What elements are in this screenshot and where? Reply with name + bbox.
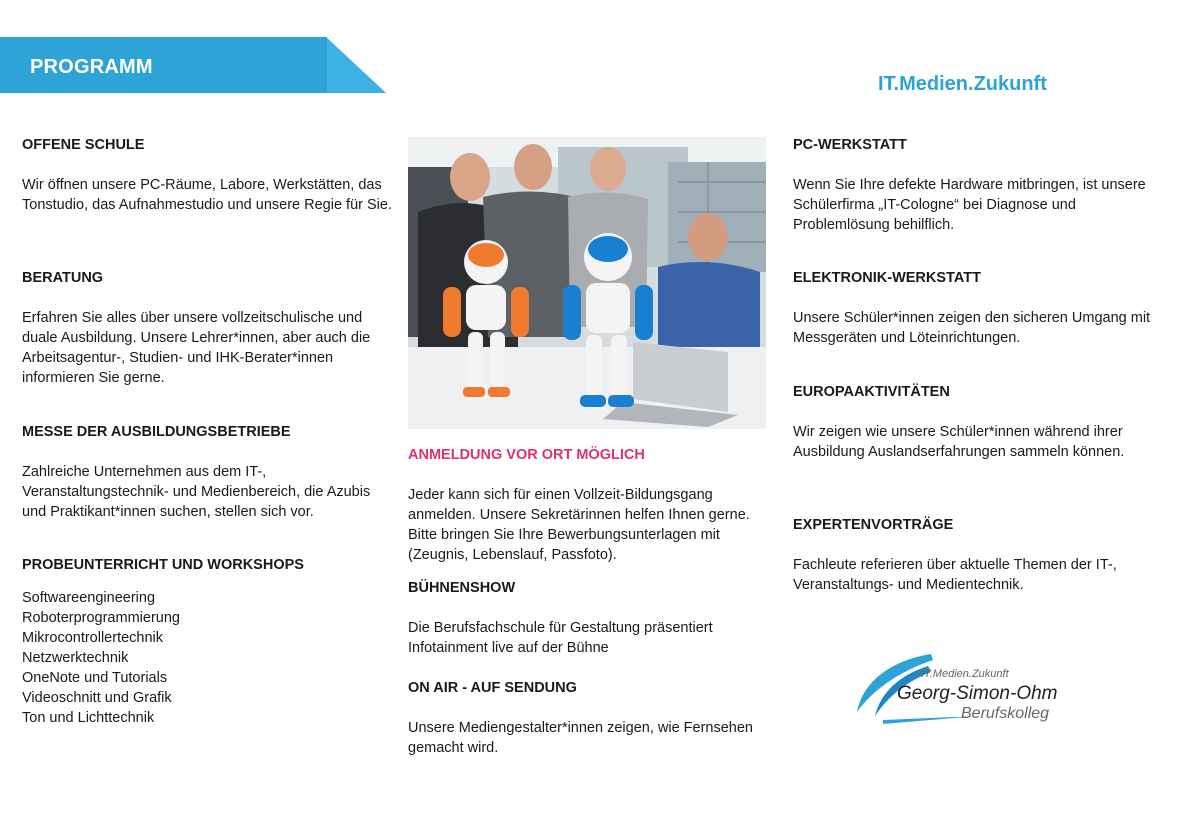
section-title: EUROPAAKTIVITÄTEN — [793, 384, 950, 400]
section-offene-schule — [22, 135, 392, 215]
section-title: PC-WERKSTATT — [793, 137, 907, 153]
robots-photo — [408, 137, 766, 429]
section-text: Wir zeigen wie unsere Schüler*innen während ihrer Ausbildung Auslandserfahrungen sammeln können. — [793, 424, 1125, 460]
section-title: BERATUNG — [22, 270, 104, 286]
section-on-air — [408, 678, 768, 758]
list-item: Mikrocontrollertechnik — [22, 630, 164, 646]
section-text: Wir öffnen unsere PC-Räume, Labore, Werkstätten, das Tonstudio, das Aufnahmestudio und unsere Regie für Sie. — [22, 177, 392, 213]
section-title: BÜHNENSHOW — [408, 580, 516, 596]
section-pc-werkstatt — [793, 135, 1158, 235]
section-text: Wenn Sie Ihre defekte Hardware mitbringen, ist unsere Schülerfirma „IT-Cologne“ bei Diagnose und Problemlösung behilflich. — [793, 177, 1146, 233]
section-title: ANMELDUNG VOR ORT MÖGLICH — [408, 447, 645, 463]
section-text: Erfahren Sie alles über unsere vollzeitschulische und duale Ausbildung. Unsere Lehrer*innen, aber auch die Arbeitsagentur-, Studien- und IHK-Berater*innen informieren Sie gerne. — [22, 310, 371, 386]
section-title: OFFENE SCHULE — [22, 137, 145, 153]
section-title: PROBEUNTERRICHT UND WORKSHOPS — [22, 557, 304, 573]
logo-sub-text: Berufskolleg — [961, 705, 1050, 722]
page-title: PROGRAMM — [30, 56, 153, 78]
workshop-list — [22, 588, 392, 728]
section-probeunterricht — [22, 555, 392, 728]
list-item: OneNote und Tutorials — [22, 670, 168, 686]
section-title: MESSE DER AUSBILDUNGSBETRIEBE — [22, 424, 291, 440]
list-item: Softwareengineering — [22, 590, 156, 606]
section-buehnenshow — [408, 578, 768, 658]
school-logo — [853, 650, 1068, 725]
section-europa — [793, 382, 1158, 462]
list-item: Roboterprogrammierung — [22, 610, 180, 626]
section-messe — [22, 422, 392, 522]
section-anmeldung — [408, 445, 768, 565]
section-experten — [793, 515, 1158, 595]
section-text: Unsere Schüler*innen zeigen den sicheren Umgang mit Messgeräten und Löteinrichtungen. — [793, 310, 1151, 346]
tagline: IT.Medien.Zukunft — [878, 73, 1047, 95]
list-item: Netzwerktechnik — [22, 650, 129, 666]
section-text: Zahlreiche Unternehmen aus dem IT-, Veranstaltungstechnik- und Medienbereich, die Azubis und Praktikant*innen suchen, stellen sich vor. — [22, 464, 371, 520]
section-text: Unsere Mediengestalter*innen zeigen, wie Fernsehen gemacht wird. — [408, 720, 753, 756]
section-text: Jeder kann sich für einen Vollzeit-Bildungsgang anmelden. Unsere Sekretärinnen helfen Ihnen gerne. Bitte bringen Sie Ihre Bewerbungsunterlagen mit (Zeugnis, Lebenslauf, Passfoto). — [408, 487, 750, 563]
section-text: Die Berufsfachschule für Gestaltung präsentiert Infotainment live auf der Bühne — [408, 620, 713, 656]
list-item: Videoschnitt und Grafik — [22, 690, 172, 706]
section-title: EXPERTENVORTRÄGE — [793, 517, 954, 533]
header-banner — [0, 37, 386, 93]
section-text: Fachleute referieren über aktuelle Themen der IT-, Veranstaltungs- und Medientechnik. — [793, 557, 1117, 593]
section-beratung — [22, 268, 392, 388]
section-title: ELEKTRONIK-WERKSTATT — [793, 270, 981, 286]
list-item: Ton und Lichttechnik — [22, 710, 155, 726]
section-title: ON AIR - AUF SENDUNG — [408, 680, 577, 696]
logo-name-text: Georg-Simon-Ohm — [897, 683, 1058, 704]
section-elektronik — [793, 268, 1158, 348]
logo-small-text: IT.Medien.Zukunft — [921, 668, 1009, 680]
